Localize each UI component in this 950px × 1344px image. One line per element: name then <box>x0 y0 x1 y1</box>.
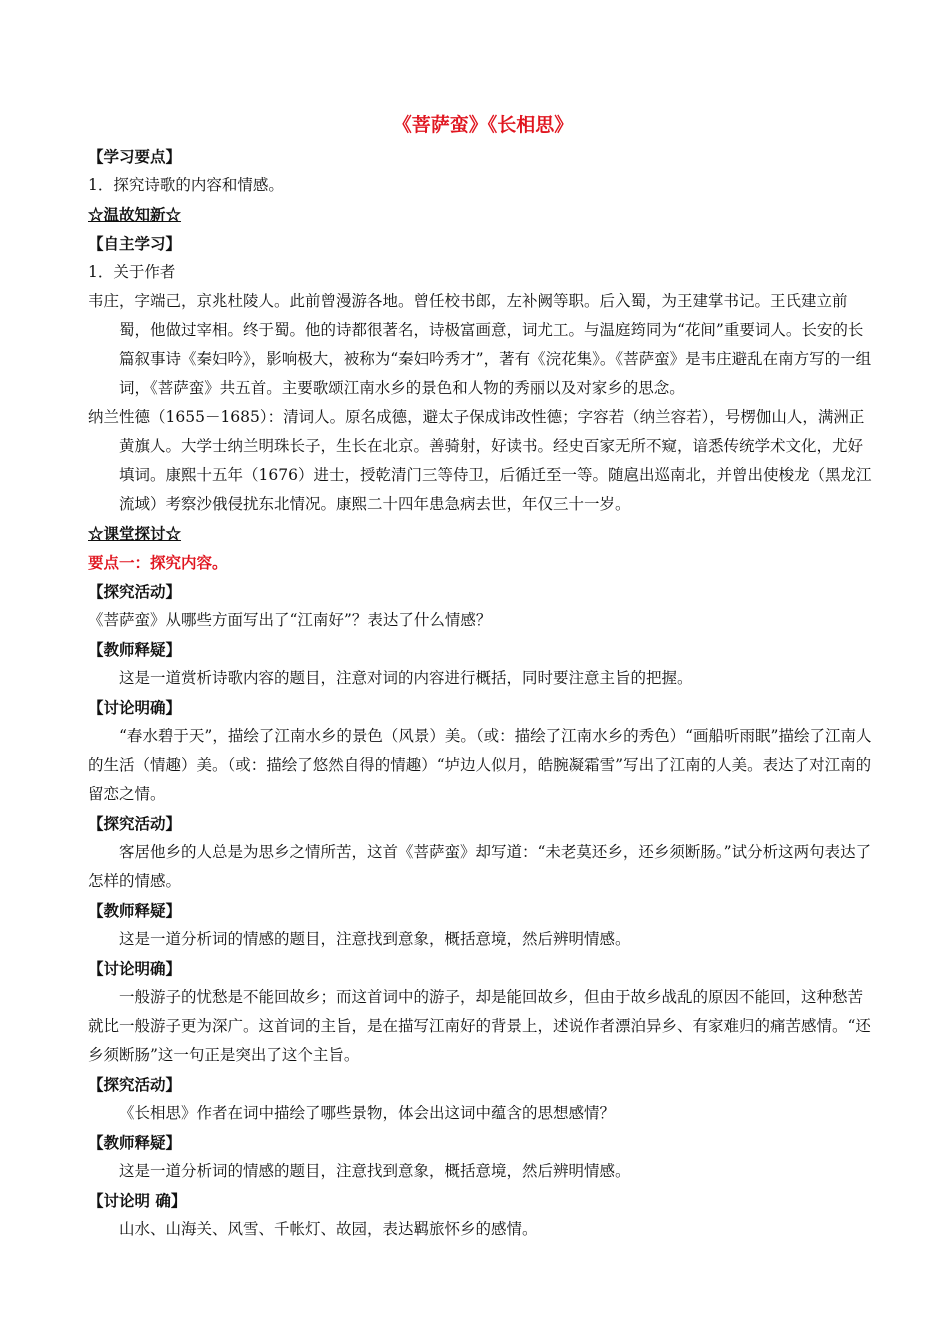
teacher-answer-1: 这是一道赏析诗歌内容的题目，注意对词的内容进行概括，同时要注意主旨的把握。 <box>119 669 693 687</box>
discuss-answer-1: “春水碧于天”，描绘了江南水乡的景色（风景）美。（或：描绘了江南水乡的秀色）“画船听雨眠”描绘了江南人的生活（情趣）美。（或：描绘了悠然自得的情趣）“垆边人似月，皓腕凝霜雪”写出了江南的人美。表达了对江南的留恋之情。 <box>88 727 872 803</box>
question-3: 《长相思》作者在词中描绘了哪些景物，体会出这词中蕴含的思想感情？ <box>119 1104 616 1122</box>
about-author: 1．关于作者 <box>88 263 176 281</box>
discuss-answer-3: 山水、山海关、风雪、千帐灯、故园，表达羁旅怀乡的感情。 <box>119 1220 538 1238</box>
activity-heading-2: 【探究活动】 <box>88 814 182 833</box>
activity-heading-3: 【探究活动】 <box>88 1075 182 1094</box>
teacher-heading-1: 【教师释疑】 <box>88 640 182 659</box>
document-page <box>88 110 878 1244</box>
discuss-answer-2: 一般游子的忧愁是不能回故乡；而这首词中的游子，却是能回故乡，但由于故乡战乱的原因不能回，这种愁苦就比一般游子更为深广。这首词的主旨，是在描写江南好的背景上，述说作者漂泊异乡、有家难归的痛苦感情。“还乡须断肠”这一句正是突出了这个主旨。 <box>88 988 871 1064</box>
point-one-heading: 要点一：探究内容。 <box>88 553 228 572</box>
nalan-bio: 纳兰性德（1655－1685）：清词人。原名成德，避太子保成讳改性德；字容若（纳兰容若），号楞伽山人，满洲正黄旗人。大学士纳兰明珠长子，生长在北京。善骑射，好读书。经史百家无所不窥，谙悉传统学术文化，尤好填词。康熙十五年（1676）进士，授乾清门三等侍卫，后循迁至一等。随扈出巡南北，并曾出使梭龙（黑龙江流域）考察沙俄侵扰东北情况。康熙二十四年患急病去世，年仅三十一岁。 <box>88 408 872 513</box>
review-heading: ☆温故知新☆ <box>88 205 182 224</box>
discuss-heading-2: 【讨论明确】 <box>88 959 182 978</box>
self-study-heading: 【自主学习】 <box>88 234 182 253</box>
activity-heading-1: 【探究活动】 <box>88 582 182 601</box>
teacher-answer-3: 这是一道分析词的情感的题目，注意找到意象，概括意境，然后辨明情感。 <box>119 1162 631 1180</box>
class-heading: ☆课堂探讨☆ <box>88 524 182 543</box>
teacher-heading-2: 【教师释疑】 <box>88 901 182 920</box>
document-title: 《菩萨蛮》《长相思》 <box>392 114 574 136</box>
study-point-1: 1．探究诗歌的内容和情感。 <box>88 176 284 194</box>
teacher-answer-2: 这是一道分析词的情感的题目，注意找到意象，概括意境，然后辨明情感。 <box>119 930 631 948</box>
teacher-heading-3: 【教师释疑】 <box>88 1133 182 1152</box>
question-1: 《菩萨蛮》从哪些方面写出了“江南好”？表达了什么情感？ <box>88 611 492 629</box>
discuss-heading-3: 【讨论明 确】 <box>88 1191 187 1210</box>
question-2: 客居他乡的人总是为思乡之情所苦，这首《菩萨蛮》却写道：“未老莫还乡，还乡须断肠。”试分析这两句表达了怎样的情感。 <box>88 843 872 890</box>
study-points-heading: 【学习要点】 <box>88 147 182 166</box>
discuss-heading-1: 【讨论明确】 <box>88 698 182 717</box>
weizhuang-bio: 韦庄，字端己，京兆杜陵人。此前曾漫游各地。曾任校书郎，左补阙等职。后入蜀，为王建掌书记。王氏建立前蜀，他做过宰相。终于蜀。他的诗都很著名，诗极富画意，词尤工。与温庭筠同为“花间”重要词人。长安的长篇叙事诗《秦妇吟》，影响极大，被称为“秦妇吟秀才”，著有《浣花集》。《菩萨蛮》是韦庄避乱在南方写的一组词，《菩萨蛮》共五首。主要歌颂江南水乡的景色和人物的秀丽以及对家乡的思念。 <box>88 292 872 397</box>
